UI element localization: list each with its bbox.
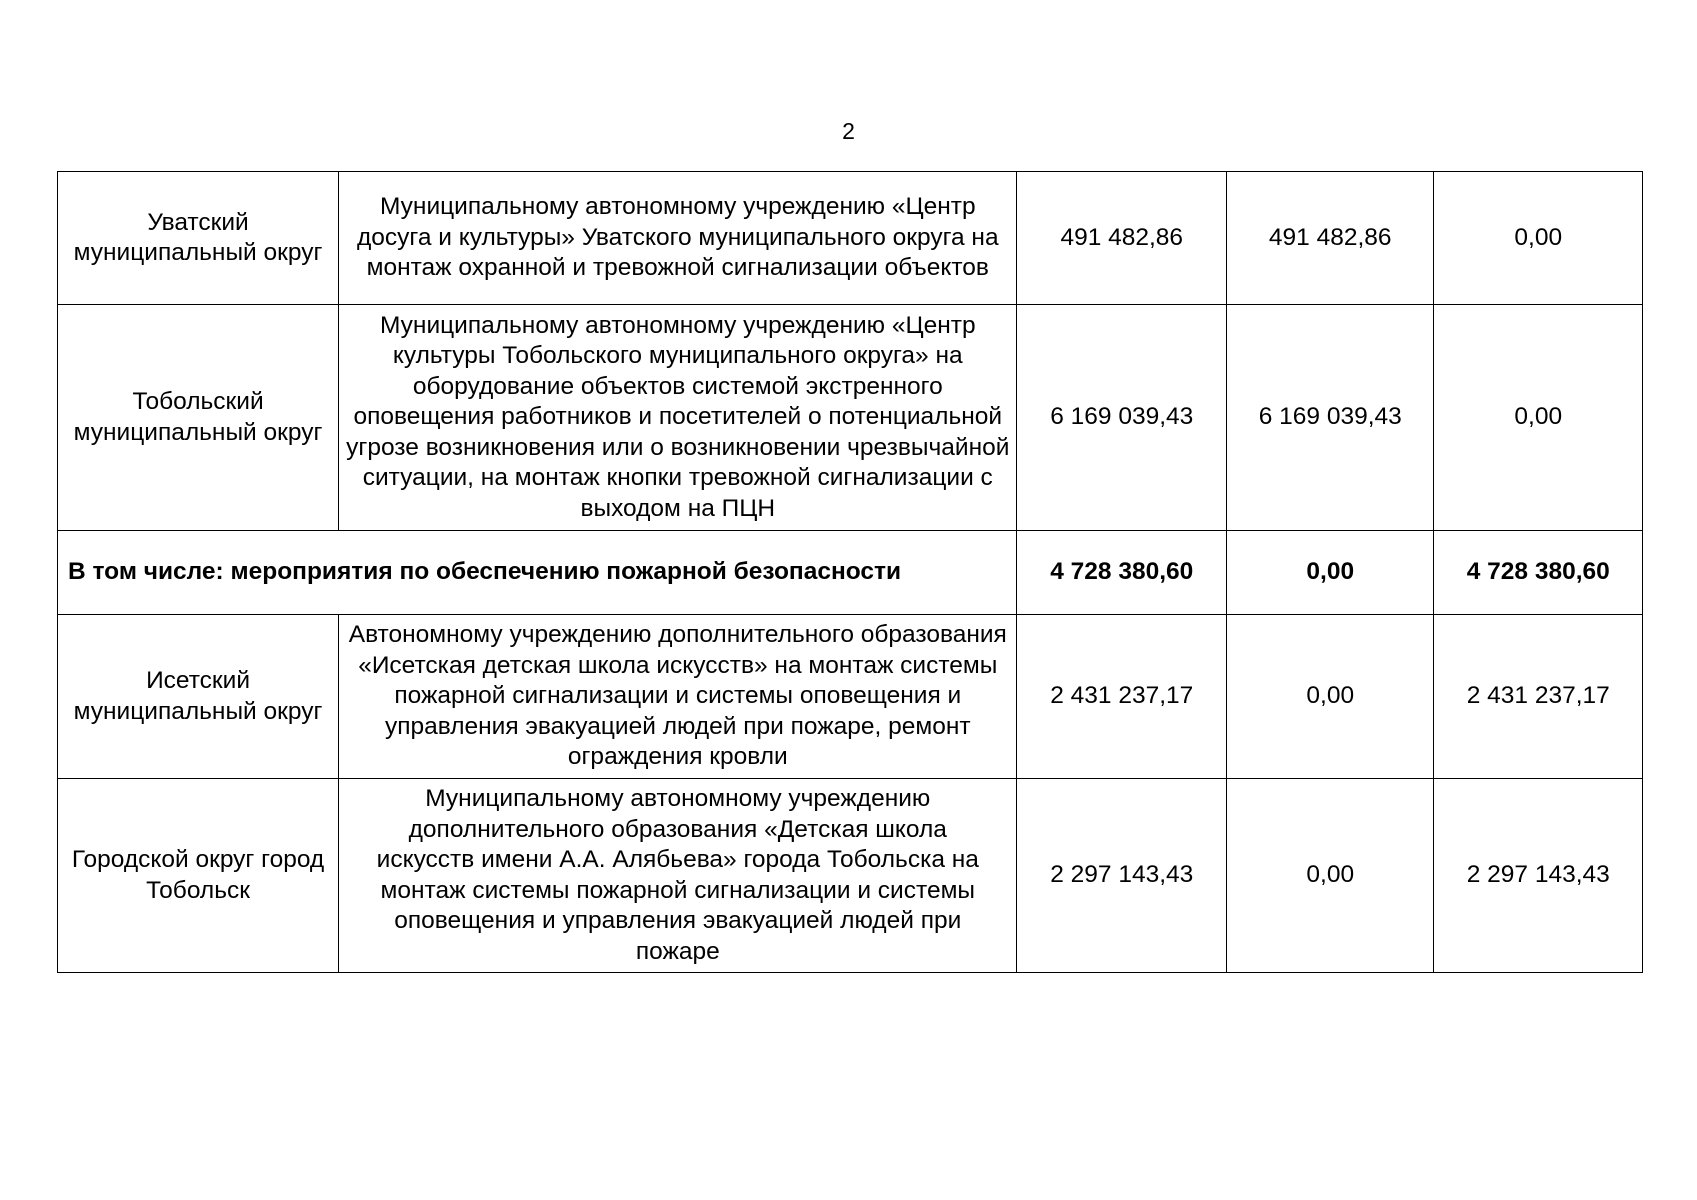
subtotal-amount-cell: 4 728 380,60 [1017,531,1227,615]
description-cell: Муниципальному автономному учреждению «Центр культуры Тобольского муниципального округа» на оборудование объектов системой экстренного оповещения работников и посетителей о потенциальной угрозе возникновения или о возникновении чрезвычайной ситуации, на монтаж кнопки тревожной сигнализации с выходом на ПЦН [339,305,1017,531]
region-cell: Исетский муниципальный округ [58,615,339,779]
table-row [58,305,1643,531]
table-row [58,779,1643,973]
description-cell: Муниципальному автономному учреждению дополнительного образования «Детская школа искусств имени А.А. Алябьева» города Тобольска на монтаж системы пожарной сигнализации и системы оповещения и управления эвакуацией людей при пожаре [339,779,1017,973]
funding-table [57,171,1643,973]
amount-cell: 0,00 [1434,172,1643,305]
amount-cell: 0,00 [1227,615,1434,779]
subtotal-label: В том числе: мероприятия по обеспечению пожарной безопасности [58,531,1017,615]
amount-cell: 0,00 [1434,305,1643,531]
subtotal-amount-cell: 4 728 380,60 [1434,531,1643,615]
amount-cell: 0,00 [1227,779,1434,973]
amount-cell: 491 482,86 [1017,172,1227,305]
subtotal-amount-cell: 0,00 [1227,531,1434,615]
subtotal-row [58,531,1643,615]
region-cell: Тобольский муниципальный округ [58,305,339,531]
amount-cell: 2 297 143,43 [1434,779,1643,973]
amount-cell: 2 297 143,43 [1017,779,1227,973]
amount-cell: 6 169 039,43 [1227,305,1434,531]
amount-cell: 2 431 237,17 [1434,615,1643,779]
description-cell: Муниципальному автономному учреждению «Центр досуга и культуры» Уватского муниципального округа на монтаж охранной и тревожной сигнализации объектов [339,172,1017,305]
amount-cell: 2 431 237,17 [1017,615,1227,779]
region-cell: Городской округ город Тобольск [58,779,339,973]
region-cell: Уватский муниципальный округ [58,172,339,305]
amount-cell: 6 169 039,43 [1017,305,1227,531]
table-row [58,172,1643,305]
amount-cell: 491 482,86 [1227,172,1434,305]
description-cell: Автономному учреждению дополнительного образования «Исетская детская школа искусств» на монтаж системы пожарной сигнализации и системы оповещения и управления эвакуацией людей при пожаре, ремонт ограждения кровли [339,615,1017,779]
page-number: 2 [842,118,855,144]
table-row [58,615,1643,779]
